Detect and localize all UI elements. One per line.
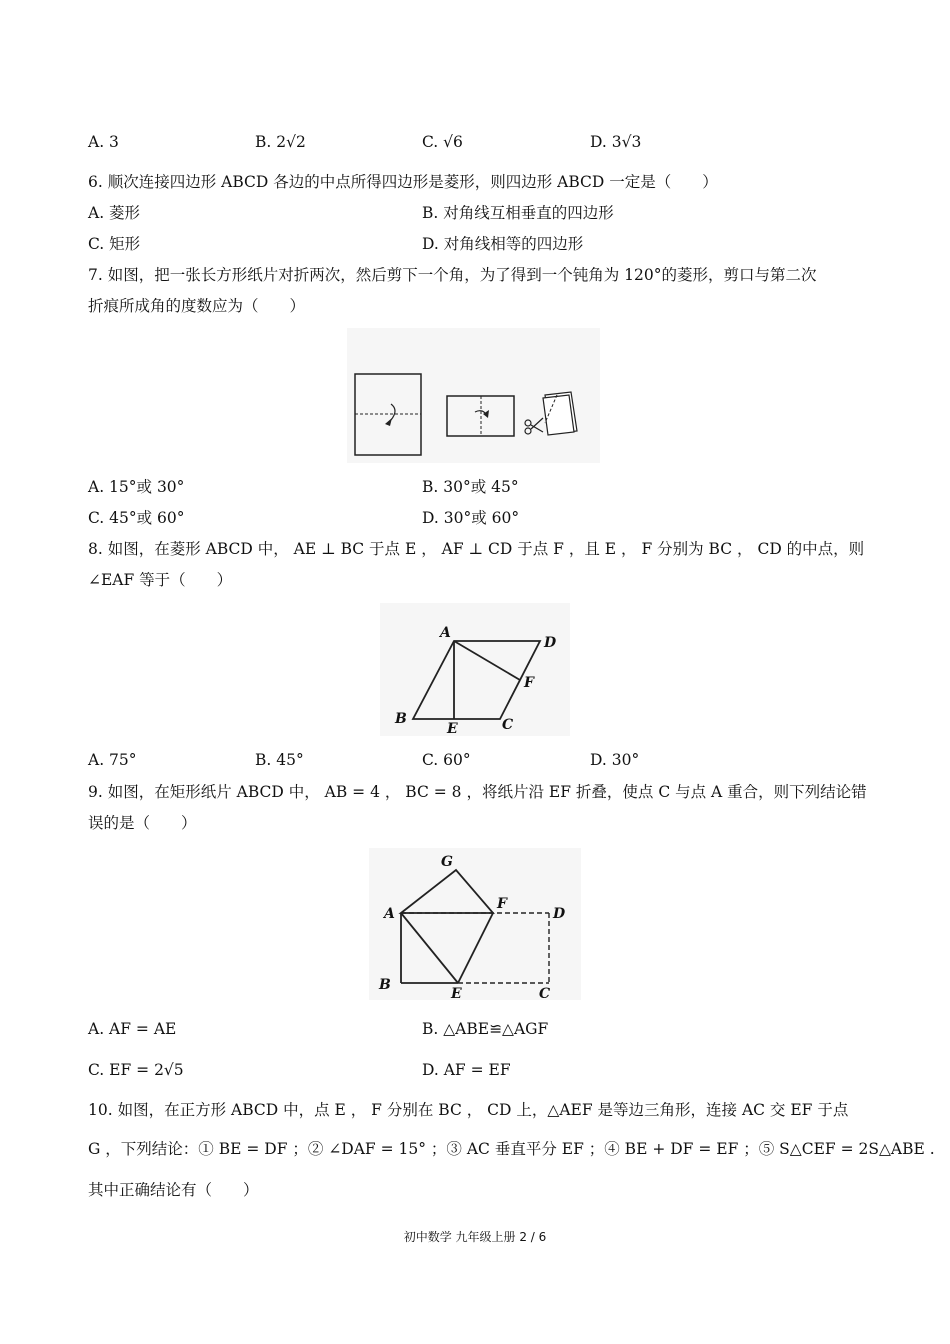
q8-option-d: D. 30° [590, 751, 640, 769]
label-d: D [544, 635, 557, 651]
label-f: F [524, 675, 534, 691]
q9-option-d: D. AF = EF [422, 1061, 511, 1079]
q10-stem-line3: 其中正确结论有（ ） [88, 1181, 259, 1199]
label-e: E [451, 986, 462, 1000]
q8-option-c: C. 60° [422, 751, 471, 769]
q8-figure [380, 603, 570, 736]
q6-stem: 6. 顺次连接四边形 ABCD 各边的中点所得四边形是菱形，则四边形 ABCD 一定是（ ） [88, 173, 718, 191]
q7-option-d: D. 30°或 60° [422, 509, 520, 527]
q7-stem-line1: 7. 如图，把一张长方形纸片对折两次，然后剪下一个角，为了得到一个钝角为 120°的菱形，剪口与第二次 [88, 266, 817, 284]
label-a: A [440, 625, 451, 641]
q6-option-b: B. 对角线互相垂直的四边形 [422, 204, 614, 222]
segment-ae [401, 913, 458, 983]
q6-option-c: C. 矩形 [88, 235, 141, 253]
q7-option-c: C. 45°或 60° [88, 509, 185, 527]
scissors-icon [525, 418, 543, 434]
q7-stem-line2: 折痕所成角的度数应为（ ） [88, 297, 306, 315]
q7-figure [347, 328, 600, 463]
q5-option-b: B. 2√2 [255, 133, 306, 151]
label-g: G [441, 854, 453, 870]
q9-option-b: B. △ABE≌△AGF [422, 1020, 549, 1038]
q5-option-c: C. √6 [422, 133, 463, 151]
triangle-agf [401, 870, 493, 913]
rhombus-abcd [413, 641, 540, 719]
segment-ef [458, 913, 493, 983]
q8-stem-line1: 8. 如图，在菱形 ABCD 中， AE ⊥ BC 于点 E ， AF ⊥ CD 于点 F ，且 E ， F 分别为 BC ， CD 的中点，则 [88, 540, 865, 558]
q5-option-d: D. 3√3 [590, 133, 642, 151]
label-b: B [395, 711, 407, 727]
q8-stem-line2: ∠EAF 等于（ ） [88, 571, 233, 589]
q10-stem-line2: G ，下列结论：① BE = DF ；② ∠DAF = 15° ；③ AC 垂直平分 EF ；④ BE + DF = EF ；⑤ S△CEF = 2S△ABE . [88, 1140, 935, 1158]
page-footer: 初中数学 九年级上册 2 / 6 [403, 1230, 547, 1244]
q7-option-a: A. 15°或 30° [88, 478, 185, 496]
q7-option-b: B. 30°或 45° [422, 478, 519, 496]
q9-figure [369, 848, 581, 1000]
label-a: A [384, 906, 395, 922]
label-f: F [497, 896, 507, 912]
q7-fold-arrow-1-icon [391, 404, 395, 420]
label-b: B [379, 977, 391, 993]
label-d: D [553, 906, 566, 922]
label-c: C [502, 717, 514, 733]
q9-stem-line2: 误的是（ ） [88, 814, 197, 832]
label-e: E [447, 721, 458, 736]
q9-option-c: C. EF = 2√5 [88, 1061, 184, 1079]
q10-stem-line1: 10. 如图，在正方形 ABCD 中，点 E ， F 分别在 BC ， CD 上，△AEF 是等边三角形，连接 AC 交 EF 于点 [88, 1101, 849, 1119]
q5-option-a: A. 3 [88, 133, 119, 151]
q6-option-a: A. 菱形 [88, 204, 141, 222]
label-c: C [539, 986, 551, 1000]
q8-option-a: A. 75° [88, 751, 137, 769]
q9-stem-line1: 9. 如图，在矩形纸片 ABCD 中， AB = 4 ， BC = 8 ，将纸片沿 EF 折叠，使点 C 与点 A 重合，则下列结论错 [88, 783, 867, 801]
q8-option-b: B. 45° [255, 751, 304, 769]
segment-af [454, 641, 520, 680]
q6-option-d: D. 对角线相等的四边形 [422, 235, 584, 253]
q9-option-a: A. AF = AE [88, 1020, 177, 1038]
